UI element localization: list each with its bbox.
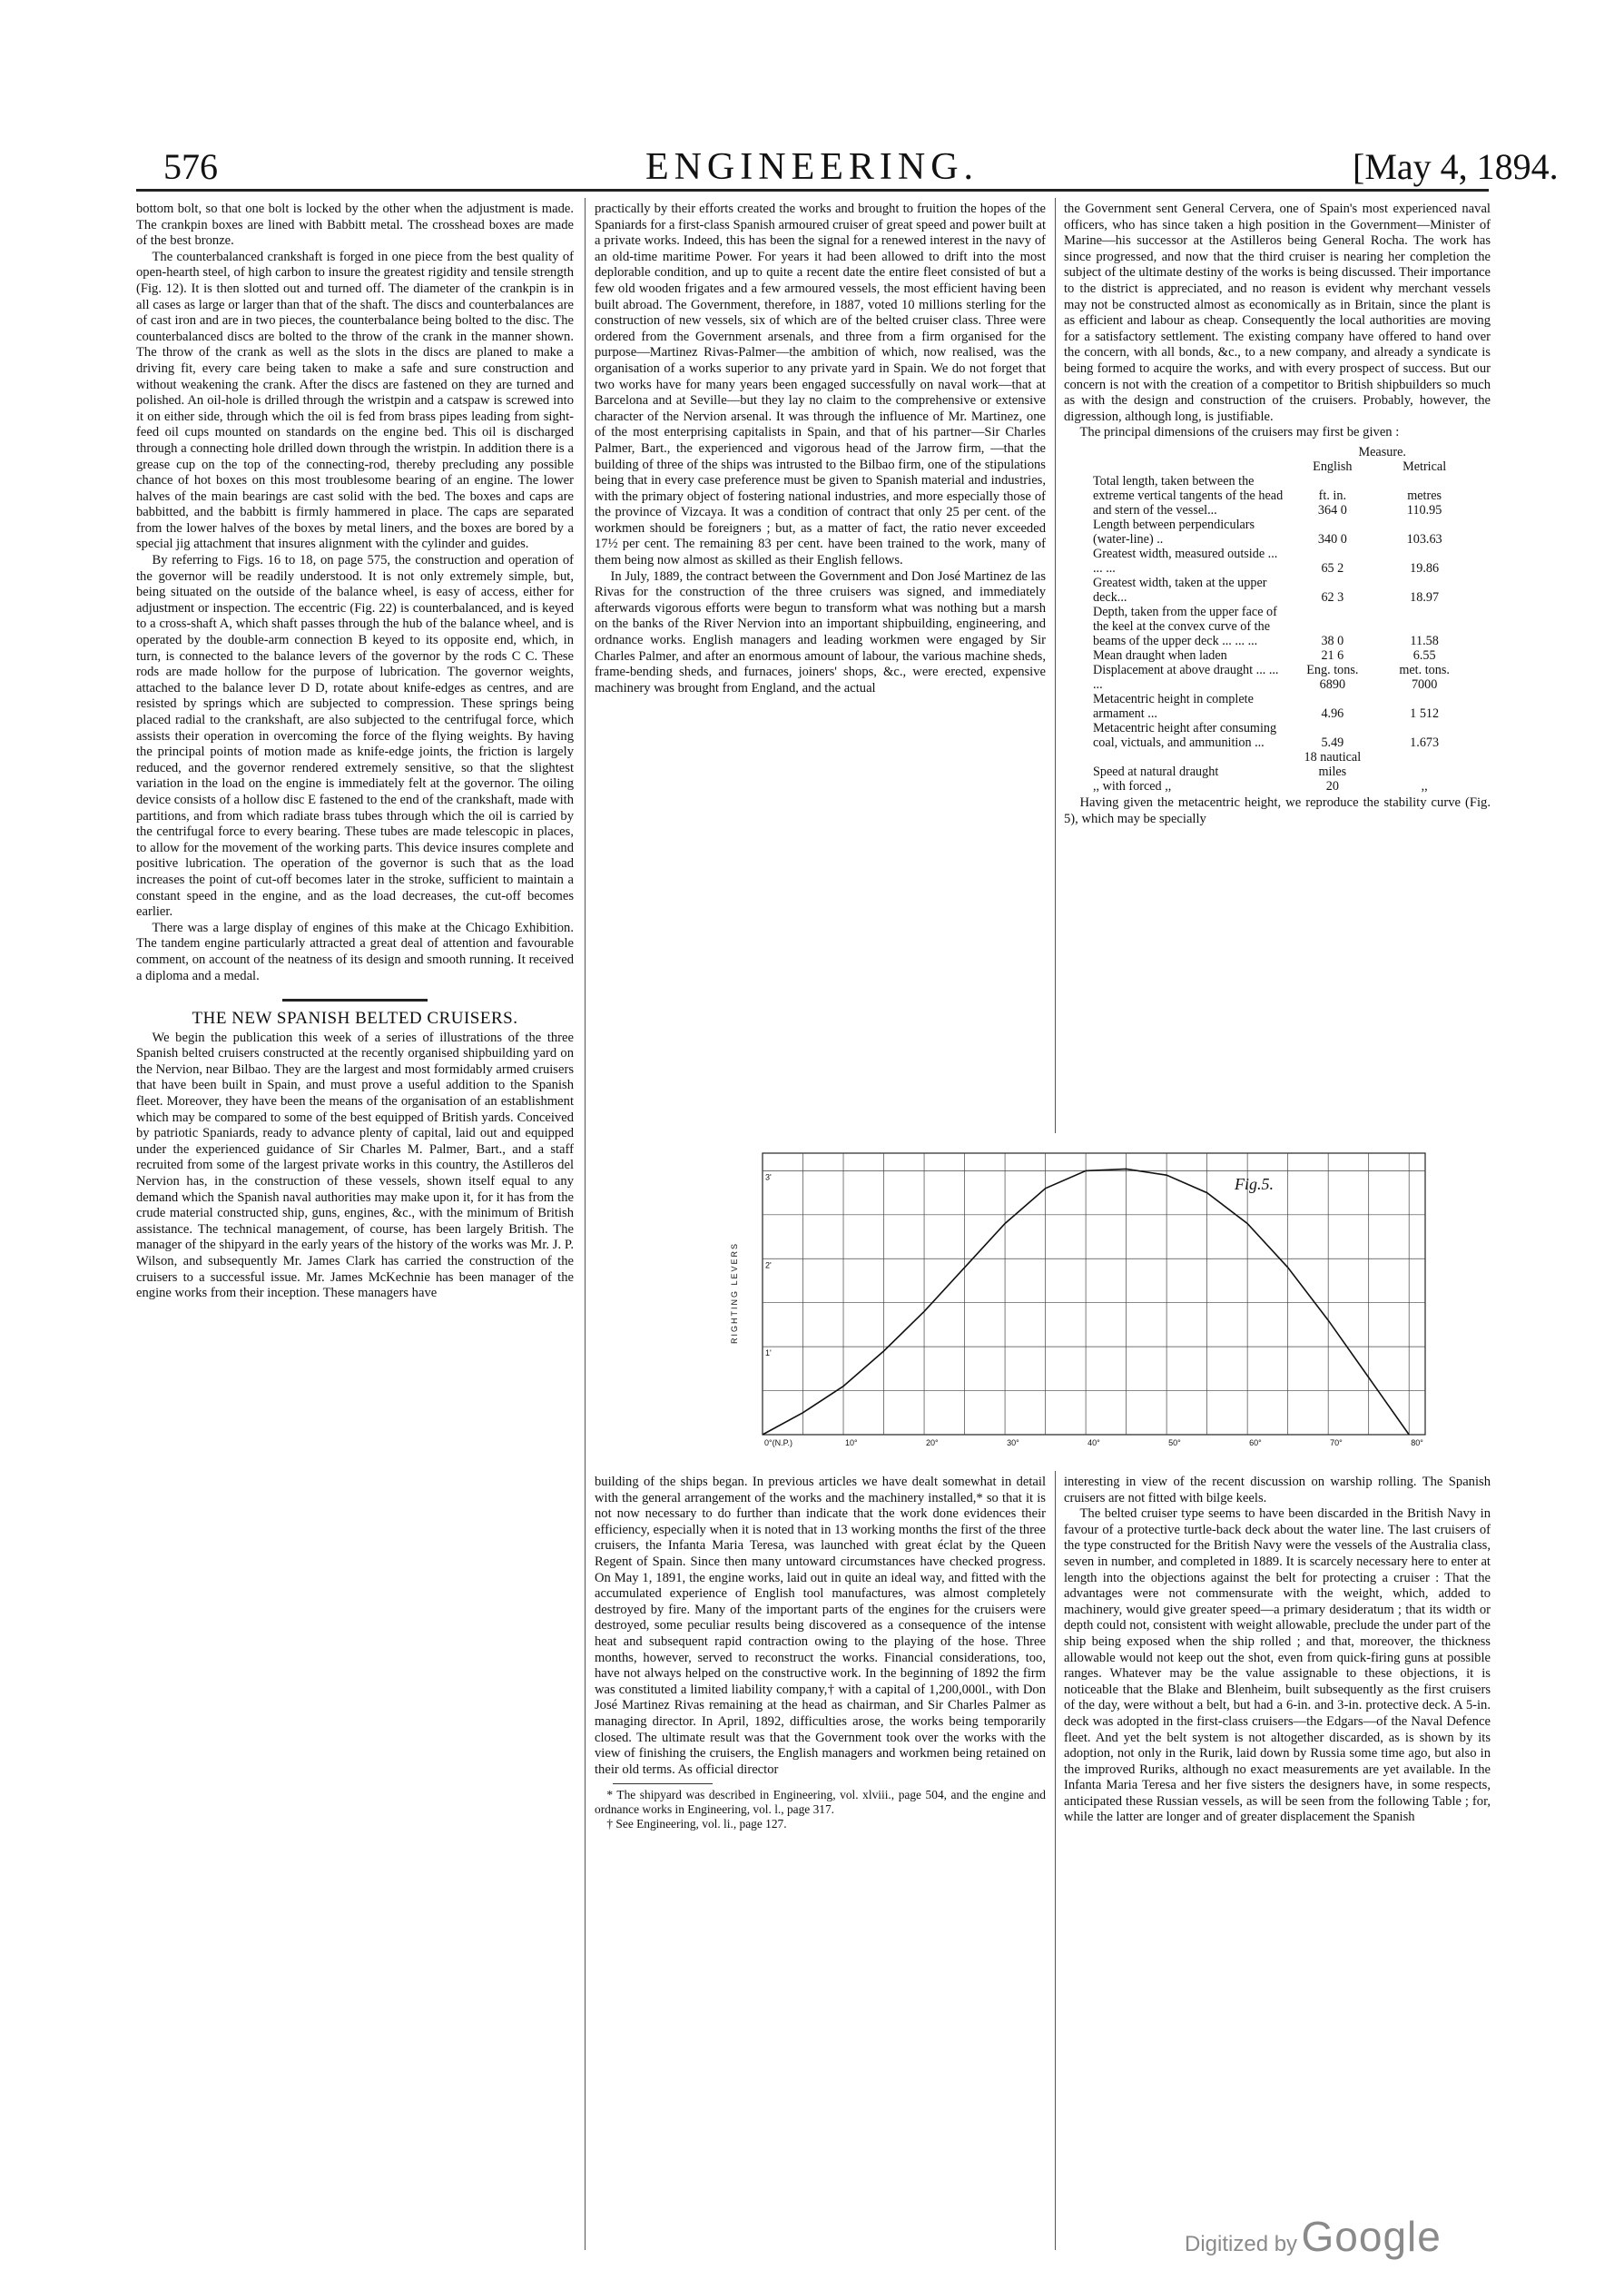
figure-label: Fig.5. — [1235, 1175, 1274, 1193]
table-cell-metrical: metres 110.95 — [1406, 488, 1442, 518]
table-row — [1091, 518, 1474, 547]
table-cell-metrical: met. tons. 7000 — [1399, 662, 1450, 692]
issue-date: [May 4, 1894. — [1353, 146, 1559, 187]
table-cell-english: ft. in. 364 0 — [1317, 488, 1347, 518]
paragraph: We begin the publication this week of a series of illustrations of the three Spanish belted cruisers constructed at the recently organised shipbuilding yard on the Nervion, near Bilbao. They are the largest and most formidably armed cruisers that have been built in Spain, and must prove a useful addition to the Spanish fleet. Moreover, they have been the means of the organisation of an establishment which may be compared to some of the best equipped of British yards. Conceived by patriotic Spaniards, ready to advance plenty of capital, laid out and equipped under the experienced guidance of Sir Charles M. Palmer, Bart., and a staff recruited from some of the largest private works in this country, the Astilleros del Nervion has, in the construction of these vessels, shown itself equal to any demand which the Spanish naval authorities may make upon it, for it has from the crude material constructed ship, guns, engines, &c., with the minimum of British assistance. The technical management, of course, has been largely British. The manager of the shipyard in the early years of the history of the works was Mr. J. P. Wilson, and subsequently Mr. James Clark has carried the construction of the cruisers to a successful issue. Mr. James McKechnie has been manager of the engine works from their inception. These managers have — [136, 1030, 574, 1301]
paragraph: the Government sent General Cervera, one of Spain's most experienced naval officers, who has since taken a high position in the Government—Minister of Marine—his successor at the Astilleros being General Rocha. The work has since progressed, and now that the third cruiser is nearing her completion the subject of the ultimate destiny of the works is being discussed. Their importance to the district is appreciated, and no reason is evident why merchant vessels may not be constructed almost as economically as in Britain, since the plant is as efficient and labour as cheap. Consequently the local authorities are moving for a satisfactory settlement. The existing company have offered to hand over the concern, with all bonds, &c., to a new company, and already a syndicate is being formed to acquire the works, and with every prospect of success. But our concern is not with the creation of a competitor to British shipbuilders so much as with the design and construction of the cruisers. Probably, however, the digression, although long, is justifiable. — [1064, 202, 1491, 424]
table-cell-description: Speed at natural draught — [1093, 764, 1219, 779]
table-row — [1091, 750, 1474, 779]
table-row — [1091, 663, 1474, 692]
table-cell-metrical: ,, — [1421, 778, 1428, 794]
table-cell-english: 21 6 — [1321, 647, 1344, 663]
table-cell-description: Greatest width, measured outside ... ... ... — [1093, 546, 1278, 576]
x-tick-label: 30° — [1007, 1438, 1019, 1447]
table-cell-english: 38 0 — [1321, 633, 1344, 648]
dimensions-table — [1091, 445, 1474, 794]
x-tick-label: 0°(N.P.) — [764, 1438, 792, 1447]
x-tick-label: 50° — [1168, 1438, 1181, 1447]
column-divider-2-lower — [1055, 1471, 1056, 2250]
column-divider-1 — [585, 198, 586, 2250]
column-divider-2-upper — [1055, 198, 1056, 1133]
paragraph: bottom bolt, so that one bolt is locked by the other when the adjustment is made. The crankpin boxes are lined with Babbitt metal. The crosshead boxes are made of the best bronze. — [136, 202, 574, 249]
stability-curve-chart — [717, 1135, 1434, 1471]
table-cell-english: 65 2 — [1321, 560, 1344, 576]
column-3-upper — [1064, 202, 1491, 827]
x-tick-label: 40° — [1088, 1438, 1100, 1447]
table-cell-english: 340 0 — [1317, 531, 1347, 547]
table-cell-english: 62 3 — [1321, 589, 1344, 605]
table-cell-description: Metacentric height after consuming coal, victuals, and ammunition ... — [1093, 720, 1277, 750]
journal-title: ENGINEERING. — [645, 146, 979, 188]
table-row — [1091, 721, 1474, 750]
table-cell-description: Displacement at above draught ... ... ... — [1093, 662, 1279, 692]
paragraph: The belted cruiser type seems to have been discarded in the British Navy in favour of a protective turtle-back deck about the water line. The last cruisers of the type constructed for the British Navy were the vessels of the Australia class, seven in number, and completed in 1889. It is scarcely necessary here to enter at length into the objections against the belt for protecting a cruiser : That the advantages were not commensurate with the weight, which, added to machinery, would give greater speed—a primary desideratum ; that its width or depth could not, consistent with weight allowable, preclude the under part of the ship being exposed when the ship rolled ; and that, moreover, the thickness allowable would not keep out the shot, even from quick-firing guns at possible ranges. Whatever may be the value assignable to these objections, it is noticeable that the Blake and Blenheim, built subsequently as the first cruisers of the day, were without a belt, but had a 6-in. and 3-in. protective deck. A 5-in. deck was adopted in the first-class cruisers—the Edgars—of the Naval Defence fleet. And yet the belt system is not altogether discarded, as is shown by its adoption, not only in the Rurik, laid down by Russia some time ago, but also in the improved Ruriks, although no exact measurements are yet available. In the Infanta Maria Teresa and her five sisters the designers have, in some respects, anticipated these Russian vessels, as will be seen from the following Table ; for, while the latter are longer and of greater displacement the Spanish — [1064, 1506, 1491, 1825]
table-row — [1091, 576, 1474, 605]
footnote: † See Engineering, vol. li., page 127. — [606, 1817, 787, 1831]
table-row — [1091, 648, 1474, 663]
table-cell-metrical: 103.63 — [1406, 531, 1442, 547]
table-header-metrical: Metrical — [1403, 459, 1447, 474]
chart-frame — [763, 1153, 1425, 1435]
google-logo: Google — [1301, 2213, 1442, 2260]
table-cell-metrical — [1374, 750, 1474, 779]
section-title: THE NEW SPANISH BELTED CRUISERS. — [192, 1009, 518, 1029]
table-cell-english: 18 nautical miles — [1304, 749, 1362, 779]
paragraph: The principal dimensions of the cruisers may first be given : — [1079, 425, 1400, 440]
paragraph: By referring to Figs. 16 to 18, on page 575, the construction and operation of the governor will be readily understood. It is not only extremely simple, but, being situated on the outside of the balance wheel, is easy of access, either for adjustment or inspection. The eccentric (Fig. 22) is counterbalanced, and is keyed to a cross-shaft A, which shaft passes through the hub of the balance wheel, and is operated by the double-arm connection B keyed to its opposite end, which, in turn, is connected to the balance levers of the governor by the rods C C. These rods are made hollow for the purpose of lubrication. The governor weights, attached to the balance lever D D, rotate about knife-edges as centres, and are resisted by springs which are subjected to compression. These springs being placed radial to the crankshaft, are also subjected to the centrifugal force, which assists their operation in overcoming the force of the flying weights. By having the principal points of motion made as knife-edge joints, the friction is largely reduced, and the governor rendered extremely sensitive, so that the slightest variation in the load on the engine is immediately felt at the governor. The oiling device consists of a hollow disc E fastened to the end of the crankshaft, made with partitions, and from which radiate brass tubes through which the oil is carried by the centrifugal force to every bearing. These tubes are made telescopic in places, to allow for the movement of the working parts. This device insures complete and positive lubrication. The operation of the governor is such that as the load increases the point of cut-off becomes later in the stroke, sufficient to maintain a constant speed in the engine, and as the load decreases, the cut-off becomes earlier. — [136, 553, 574, 920]
table-cell-description: Greatest width, taken at the upper deck... — [1093, 575, 1267, 605]
table-cell-description: ,, with forced ,, — [1093, 778, 1172, 794]
column-2-lower — [595, 1475, 1046, 1831]
table-cell-english: 20 — [1325, 778, 1339, 794]
table-header-english: English — [1313, 459, 1353, 474]
table-cell-description: Metacentric height in complete armament ... — [1093, 691, 1254, 721]
digitized-by-text: Digitized by — [1185, 2232, 1298, 2256]
paragraph: The counterbalanced crankshaft is forged in one piece from the best quality of open-hearth steel, of high carbon to insure the greatest rigidity and tensile strength (Fig. 12). It is then slotted out and turned off. The diameter of the crankpin is in all cases as large or larger than that of the shaft. The discs and counterbalances are of cast iron and are in two pieces, the counterbalance being bolted to the disc. The counterbalanced discs are bolted to the throw of the crank in the manner shown. The throw of the crank as well as the slots in the discs are planed to make a driving fit, every care being taken to make a safe and sure construction and without weakening the crank. After the discs are fastened on they are turned and polished. An oil-hole is drilled through the wristpin and a catspaw is screwed into it on either side, through which the oil is fed from brass pipes leading from sight-feed oil cups mounted on standards on the engine bed. This oil is discharged through a connecting hole drilled down through the wristpin. In addition there is a grease cup on the top of the connecting-rod, thereby precluding any possible chance of hot boxes on this most troublesome bearing of an engine. The lower halves of the main bearings are cast solid with the bed. The boxes and caps are babbitted, and the babbitt is firmly hammered in place. The caps are separated from the lower halves of the boxes by metal liners, and the boxes are bored by a special jig attachment that insures alignment with the cylinder and guides. — [136, 249, 574, 552]
table-cell-description: Depth, taken from the upper face of the keel at the convex curve of the beams of the upper deck ... ... ... — [1093, 604, 1277, 648]
footnotes — [595, 1788, 1046, 1831]
y-axis-label: RIGHTING LEVERS — [730, 1241, 739, 1344]
table-row — [1091, 779, 1474, 794]
paragraph: practically by their efforts created the works and brought to fruition the hopes of the Spaniards for a first-class Spanish armoured cruiser of great speed and power built at a private works. Indeed, this has been the signal for a renewed interest in the navy of an old-time maritime Power. For years it had been allowed to drift into the most deplorable condition, and up to quite a recent date the entire fleet consisted of but a few old wooden frigates and a few armoured vessels, the most efficient having been built abroad. The Government, therefore, in 1887, voted 10 millions sterling for the construction of new vessels, six of which are of the belted cruiser class. Three were ordered from the Government arsenals, and three from a firm organised for the purpose—Martinez Rivas-Palmer—the ambition of which, now realised, was the organisation of a works superior to any private yard in Spain. We do not forget that two works have for many years been engaged successfully on naval work—that at Barcelona and at Seville—but they lay no claim to the comprehensive or extensive character of the Nervion arsenal. It was through the influence of Mr. Martinez, one of the most enterprising capitalists in Spain, and that of his partner—Sir Charles Palmer, Bart., the experienced and vigorous head of the Jarrow firm, —that the building of three of the ships was intrusted to the Bilbao firm, one of the stipulations being that in every case preference must be given to Spanish material and industries, with the primary object of fostering national industries, and more especially those of the province of Vizcaya. It was a condition of contract that only 25 per cent. of the workmen should be foreigners ; but, as a matter of fact, the ratio never exceeded 17½ per cent. The remaining 83 per cent. have been trained to the work, many of them being now almost as skilled as their English fellows. — [595, 202, 1046, 568]
table-cell-description: Length between perpendiculars (water-line) .. — [1093, 517, 1255, 547]
paragraph: In July, 1889, the contract between the Government and Don José Martinez de las Rivas for the construction of the three cruisers was signed, and immediately afterwards vigorous efforts were begun to transform what was nothing but a marsh on the banks of the River Nervion into an important shipbuilding, engineering, and ordnance works. English managers and leading workmen were engaged by Sir Charles Palmer, and after an enormous amount of labour, the various machine sheds, frame-bending sheds, and furnaces, joiners' shops, &c., were erected, expensive machinery was brought from England, and the actual — [595, 568, 1046, 696]
paragraph: Having given the metacentric height, we reproduce the stability curve (Fig. 5), which may be specially — [1064, 794, 1491, 826]
table-cell-metrical: 18.97 — [1410, 589, 1440, 605]
x-tick-label: 10° — [845, 1438, 858, 1447]
table-row — [1091, 474, 1474, 518]
y-tick-label: 2' — [765, 1260, 772, 1270]
x-tick-label: 80° — [1411, 1438, 1423, 1447]
table-cell-description: Total length, taken between the extreme vertical tangents of the head and stern of the vessel... — [1093, 473, 1284, 518]
footnote: * The shipyard was described in Engineering, vol. xlviii., page 504, and the engine and ordnance works in Engineering, vol. l., page 317. — [595, 1788, 1046, 1817]
header-rule — [136, 189, 1489, 192]
column-2-upper — [595, 202, 1046, 696]
x-tick-label: 60° — [1249, 1438, 1262, 1447]
paragraph: building of the ships began. In previous articles we have dealt somewhat in detail with the general arrangement of the works and the machinery installed,* so that it is not now necessary to do further than indicate that the work done evidences their efficiency, especially when it is noted that in 13 working months the first of the three cruisers, the Infanta Maria Teresa, was launched with great éclat by the Queen Regent of Spain. Since then many untoward circumstances have checked progress. On May 1, 1891, the engine works, laid out in quite an ideal way, and fitted with the accumulated experience of English tool manufactures, was almost completely destroyed by fire. Many of the important parts of the engines for the cruisers were destroyed, some peculiar results being discovered as a consequence of the intense heat and subsequent rapid contraction owing to the playing of the hose. Three months, however, served to reconstruct the works. Financial considerations, too, have not always helped on the constructive work. In the beginning of 1892 the firm was constituted a limited liability company,† with a capital of 1,200,000l., with Don José Martinez Rivas remaining at the head as chairman, and Sir Charles Palmer as managing director. In April, 1892, difficulties arose, the works being temporarily closed. The ultimate result was that the Government took over the works with the view of finishing the cruisers, the English managers and workmen being retained on their old terms. As official director — [595, 1475, 1046, 1777]
x-tick-label: 70° — [1330, 1438, 1343, 1447]
table-cell-metrical: 6.55 — [1412, 647, 1436, 663]
table-cell-metrical: 1 512 — [1410, 706, 1440, 721]
paragraph: There was a large display of engines of this make at the Chicago Exhibition. The tandem engine particularly attracted a great deal of attention and favourable comment, on account of the neatness of its design and smooth running. It received a diploma and a medal. — [136, 920, 574, 983]
y-tick-label: 3' — [765, 1172, 772, 1182]
table-cell-description: Mean draught when laden — [1093, 647, 1227, 663]
stability-curve-figure — [717, 1135, 1434, 1471]
table-cell-english: 5.49 — [1321, 735, 1344, 750]
column-3-lower — [1064, 1475, 1491, 1826]
table-cell-metrical: 19.86 — [1410, 560, 1440, 576]
y-tick-label: 1' — [765, 1348, 772, 1358]
table-cell-english: 4.96 — [1321, 706, 1344, 721]
page-number: 576 — [163, 146, 218, 187]
footnote-rule — [613, 1783, 713, 1784]
dimensions-table-wrap — [1064, 441, 1491, 795]
section-rule — [282, 999, 428, 1002]
paragraph: interesting in view of the recent discussion on warship rolling. The Spanish cruisers are not fitted with bilge keels. — [1064, 1475, 1491, 1505]
column-1 — [136, 202, 574, 1302]
google-watermark — [1185, 2212, 1442, 2261]
table-cell-metrical: 11.58 — [1410, 633, 1439, 648]
table-row — [1091, 605, 1474, 648]
table-cell-metrical: 1.673 — [1410, 735, 1440, 750]
table-cell-english: Eng. tons. 6890 — [1306, 662, 1359, 692]
table-row — [1091, 692, 1474, 721]
x-tick-label: 20° — [926, 1438, 939, 1447]
table-row — [1091, 547, 1474, 576]
table-measure-header: Measure. — [1358, 444, 1406, 459]
